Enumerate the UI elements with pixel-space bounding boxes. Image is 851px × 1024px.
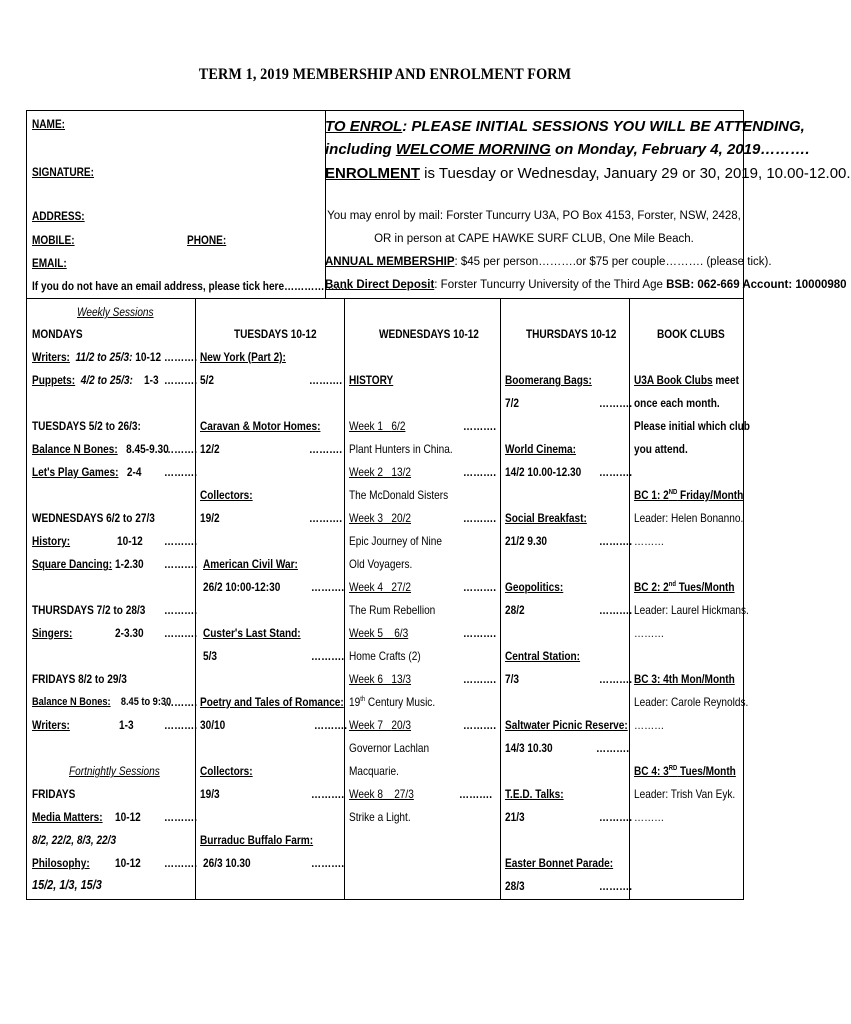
history-topic: Strike a Light. xyxy=(349,810,411,824)
tick-box[interactable]: ……… xyxy=(634,810,665,824)
tick-box[interactable]: ……… xyxy=(634,626,665,640)
outing-poetry[interactable]: Poetry and Tales of Romance: xyxy=(200,695,344,709)
tick-box[interactable]: ………. xyxy=(309,373,343,387)
tuesdays-weekly-heading: TUESDAYS 5/2 to 26/3: xyxy=(32,419,141,433)
address-field[interactable]: ADDRESS: xyxy=(32,209,85,223)
tick-box[interactable]: ………. xyxy=(599,810,633,824)
thursdays-heading: THURSDAYS 10-12 xyxy=(526,327,617,341)
book-club-leader: Leader: Helen Bonanno. xyxy=(634,511,744,525)
outing-date: 14/2 10.00-12.30 xyxy=(505,465,582,479)
no-email-tick[interactable]: If you do not have an email address, please tick here……………….. xyxy=(32,279,351,293)
name-field[interactable]: NAME: xyxy=(32,117,66,131)
outing-date: 30/10 xyxy=(200,718,226,732)
tick-box[interactable]: ……… xyxy=(634,718,665,732)
welcome-morning-line[interactable]: including WELCOME MORNING on Monday, February 4, 2019………. xyxy=(325,141,810,158)
outing-central-station[interactable]: Central Station: xyxy=(505,649,581,663)
in-person-location: OR in person at CAPE HAWKE SURF CLUB, One Mile Beach. xyxy=(374,233,694,245)
outing-geopolitics[interactable]: Geopolitics: xyxy=(505,580,564,594)
tick-box[interactable]: ………. xyxy=(311,787,345,801)
tuesdays-heading: TUESDAYS 10-12 xyxy=(234,327,317,341)
tick-box[interactable]: ………. xyxy=(164,465,198,479)
outing-date: 19/3 xyxy=(200,787,220,801)
session-philosophy[interactable]: Philosophy: xyxy=(32,856,90,870)
history-week-5[interactable]: Week 5 6/3 xyxy=(349,626,409,640)
outing-world-cinema[interactable]: World Cinema: xyxy=(505,442,576,456)
signature-field[interactable]: SIGNATURE: xyxy=(32,165,94,179)
session-lets-play-games[interactable]: Let's Play Games: 2-4 xyxy=(32,465,142,479)
session-time: 10-12 xyxy=(115,856,141,870)
book-clubs-intro: once each month. xyxy=(634,396,720,410)
session-puppets[interactable]: Puppets: 4/2 to 25/3: 1-3 xyxy=(32,373,159,387)
fridays-weekly-heading: FRIDAYS 8/2 to 29/3 xyxy=(32,672,127,686)
tick-box[interactable]: ………. xyxy=(599,396,633,410)
tick-box[interactable]: ………. xyxy=(309,511,343,525)
session-media-matters[interactable]: Media Matters: xyxy=(32,810,103,824)
outing-collectors-2[interactable]: Collectors: xyxy=(200,764,253,778)
divider xyxy=(195,298,196,899)
session-history[interactable]: History: xyxy=(32,534,71,548)
session-singers[interactable]: Singers: xyxy=(32,626,73,640)
session-balance-bones[interactable]: Balance N Bones: 8.45-9.30 xyxy=(32,442,169,456)
email-field[interactable]: EMAIL: xyxy=(32,256,67,270)
outing-date: 12/2 xyxy=(200,442,220,456)
outing-civil-war[interactable]: American Civil War: xyxy=(203,557,298,571)
mondays-heading: MONDAYS xyxy=(32,327,83,341)
wednesdays-heading: WEDNESDAYS 10-12 xyxy=(379,327,479,341)
tick-box[interactable]: ………. xyxy=(463,672,497,686)
outing-date: 26/3 10.30 xyxy=(203,856,251,870)
tick-box[interactable]: ………. xyxy=(311,580,345,594)
thursdays-weekly-heading: THURSDAYS 7/2 to 28/3 xyxy=(32,603,146,617)
outing-custer[interactable]: Custer's Last Stand: xyxy=(203,626,301,640)
bank-deposit: Bank Direct Deposit: Forster Tuncurry University of the Third Age BSB: 062-669 Account: 10000980 xyxy=(325,279,847,291)
outing-ted-talks[interactable]: T.E.D. Talks: xyxy=(505,787,564,801)
history-topic: The McDonald Sisters xyxy=(349,488,449,502)
tick-box[interactable]: ………. xyxy=(164,856,198,870)
tick-box[interactable]: ……… xyxy=(634,534,665,548)
annual-membership[interactable]: ANNUAL MEMBERSHIP: $45 per person……….or $75 per couple………. (please tick). xyxy=(325,256,772,268)
book-club-leader: Leader: Laurel Hickmans. xyxy=(634,603,749,617)
tick-box[interactable]: ………. xyxy=(599,465,633,479)
history-topic: Old Voyagers. xyxy=(349,557,413,571)
tick-box[interactable]: ………. xyxy=(164,626,198,640)
tick-box[interactable]: ………. xyxy=(164,603,198,617)
tick-box[interactable]: ………. xyxy=(164,373,198,387)
history-topic: 19th Century Music. xyxy=(349,695,436,709)
history-week-2[interactable]: Week 2 13/2 xyxy=(349,465,412,479)
tick-box[interactable]: ………. xyxy=(599,603,633,617)
phone-field[interactable]: PHONE: xyxy=(187,233,227,247)
outing-boomerang[interactable]: Boomerang Bags: xyxy=(505,373,592,387)
session-balance-bones-friday[interactable]: Balance N Bones: 8.45 to 9:30 xyxy=(32,696,172,708)
tick-box[interactable]: ………. xyxy=(596,741,630,755)
history-week-7[interactable]: Week 7 20/3 xyxy=(349,718,412,732)
form-title: TERM 1, 2019 MEMBERSHIP AND ENROLMENT FORM xyxy=(198,66,572,83)
history-topic: Governor Lachlan xyxy=(349,741,430,755)
fortnightly-heading: Fortnightly Sessions xyxy=(69,764,160,778)
session-square-dancing[interactable]: Square Dancing: xyxy=(32,557,113,571)
book-club-2[interactable]: BC 2: 2nd Tues/Month xyxy=(634,580,735,594)
philosophy-dates: 15/2, 1/3, 15/3 xyxy=(32,877,102,892)
book-club-1[interactable]: BC 1: 2ND Friday/Month xyxy=(634,488,744,502)
tick-box[interactable]: ………. xyxy=(463,626,497,640)
history-topic: The Rum Rebellion xyxy=(349,603,436,617)
outing-date: 21/3 xyxy=(505,810,525,824)
outing-new-york[interactable]: New York (Part 2): xyxy=(200,350,286,364)
mobile-field[interactable]: MOBILE: xyxy=(32,233,75,247)
fortnightly-fridays: FRIDAYS xyxy=(32,787,76,801)
enrol-instruction: TO ENROL: PLEASE INITIAL SESSIONS YOU WILL BE ATTENDING, xyxy=(325,118,805,135)
enrolment-dates: ENROLMENT is Tuesday or Wednesday, January 29 or 30, 2019, 10.00-12.00. xyxy=(325,165,851,182)
tick-box[interactable]: ………. xyxy=(463,580,497,594)
tick-box[interactable]: ………. xyxy=(463,718,497,732)
outing-date: 19/2 xyxy=(200,511,220,525)
tick-box[interactable]: ………. xyxy=(164,557,198,571)
tick-box[interactable]: ………. xyxy=(459,787,493,801)
media-dates: 8/2, 22/2, 8/3, 22/3 xyxy=(32,833,117,847)
divider xyxy=(500,298,501,899)
outing-saltwater[interactable]: Saltwater Picnic Reserve: xyxy=(505,718,628,732)
outing-date: 7/2 xyxy=(505,396,520,410)
history-week-8[interactable]: Week 8 27/3 xyxy=(349,787,414,801)
session-time: 10-12 xyxy=(117,534,143,548)
tick-box[interactable]: ………. xyxy=(164,534,198,548)
book-clubs-intro: U3A Book Clubs meet xyxy=(634,373,739,387)
tick-box[interactable]: ………. xyxy=(599,672,633,686)
history-heading: HISTORY xyxy=(349,373,394,387)
book-club-leader: Leader: Carole Reynolds. xyxy=(634,695,749,709)
wednesdays-weekly-heading: WEDNESDAYS 6/2 to 27/3 xyxy=(32,511,155,525)
outing-collectors[interactable]: Collectors: xyxy=(200,488,253,502)
enrolment-form-table xyxy=(26,110,851,900)
divider xyxy=(27,298,743,299)
outing-date: 5/3 xyxy=(203,649,218,663)
divider xyxy=(325,111,326,298)
session-time: 1-2.30 xyxy=(115,557,144,571)
outing-date: 14/3 10.30 xyxy=(505,741,553,755)
outing-date: 26/2 10:00-12:30 xyxy=(203,580,281,594)
outing-easter-bonnet[interactable]: Easter Bonnet Parade: xyxy=(505,856,614,870)
outing-caravan[interactable]: Caravan & Motor Homes: xyxy=(200,419,321,433)
tick-box[interactable]: ………. xyxy=(164,442,198,456)
history-topic: Plant Hunters in China. xyxy=(349,442,453,456)
tick-box[interactable]: ………. xyxy=(463,511,497,525)
history-topic: Macquarie. xyxy=(349,764,399,778)
session-time: 10-12 xyxy=(115,810,141,824)
session-writers-monday[interactable]: Writers: 11/2 to 25/3: 10-12 xyxy=(32,350,162,364)
outing-date: 5/2 xyxy=(200,373,215,387)
session-time: 2-3.30 xyxy=(115,626,144,640)
tick-box[interactable]: ………. xyxy=(463,419,497,433)
tick-box[interactable]: ………. xyxy=(463,465,497,479)
outing-date: 7/3 xyxy=(505,672,520,686)
outing-burraduc[interactable]: Burraduc Buffalo Farm: xyxy=(200,833,314,847)
session-time: 1-3 xyxy=(119,718,134,732)
book-club-leader: Leader: Trish Van Eyk. xyxy=(634,787,736,801)
tick-box[interactable]: ………. xyxy=(164,350,198,364)
outing-date: 21/2 9.30 xyxy=(505,534,548,548)
tick-box[interactable]: ………. xyxy=(599,879,633,893)
history-week-4[interactable]: Week 4 27/2 xyxy=(349,580,412,594)
book-clubs-intro: Please initial which club xyxy=(634,419,750,433)
tick-box[interactable]: ………. xyxy=(164,695,198,709)
outing-social-breakfast[interactable]: Social Breakfast: xyxy=(505,511,587,525)
history-week-6[interactable]: Week 6 13/3 xyxy=(349,672,412,686)
book-club-3[interactable]: BC 3: 4th Mon/Month xyxy=(634,672,735,686)
weekly-sessions-heading: Weekly Sessions xyxy=(77,305,154,319)
session-writers-friday[interactable]: Writers: xyxy=(32,718,70,732)
tick-box[interactable]: ………. xyxy=(599,534,633,548)
history-topic: Home Crafts (2) xyxy=(349,649,421,663)
tick-box[interactable]: ………. xyxy=(164,718,198,732)
book-club-4[interactable]: BC 4: 3RD Tues/Month xyxy=(634,764,736,778)
history-week-3[interactable]: Week 3 20/2 xyxy=(349,511,412,525)
tick-box[interactable]: ………. xyxy=(309,442,343,456)
tick-box[interactable]: ………. xyxy=(311,649,345,663)
book-clubs-heading: BOOK CLUBS xyxy=(657,327,725,341)
book-clubs-intro: you attend. xyxy=(634,442,688,456)
divider xyxy=(344,298,345,899)
history-topic: Epic Journey of Nine xyxy=(349,534,443,548)
outing-date: 28/3 xyxy=(505,879,525,893)
tick-box[interactable]: ………. xyxy=(164,810,198,824)
mail-address: You may enrol by mail: Forster Tuncurry U3A, PO Box 4153, Forster, NSW, 2428, xyxy=(327,210,741,222)
history-week-1[interactable]: Week 1 6/2 xyxy=(349,419,406,433)
divider xyxy=(629,298,630,899)
tick-box[interactable]: ………. xyxy=(311,856,345,870)
tick-box[interactable]: ………. xyxy=(314,718,348,732)
outing-date: 28/2 xyxy=(505,603,525,617)
